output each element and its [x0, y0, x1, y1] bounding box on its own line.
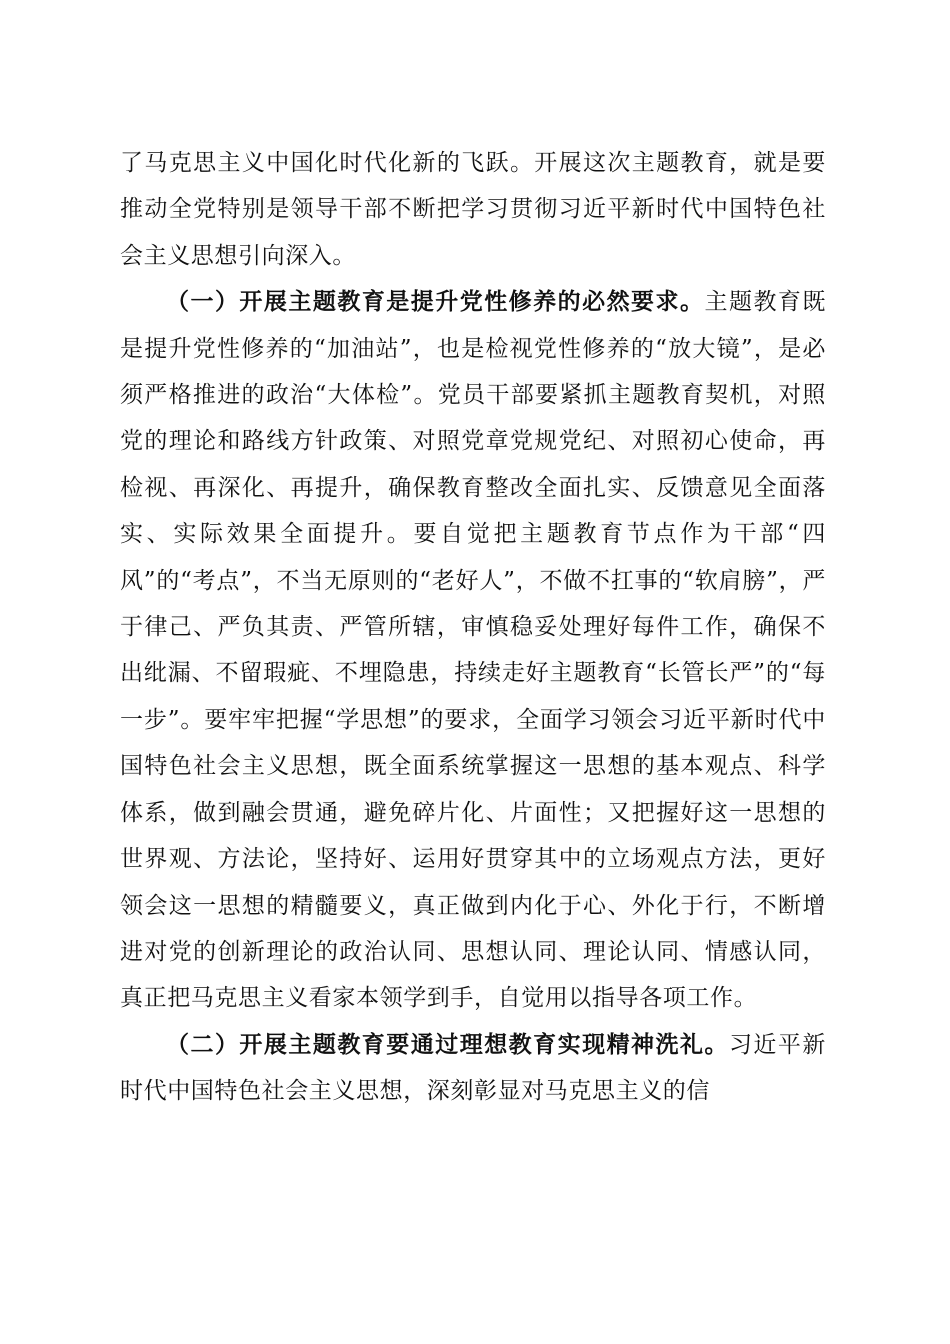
- paragraph-section-one: [120, 279, 826, 1022]
- paragraph-section-two: [120, 1022, 826, 1115]
- paragraph-text: 了马克思主义中国化时代化新的飞跃。开展这次主题教育，就是要推动全党特别是领导干部不断把学习贯彻习近平新时代中国特色社会主义思想引向深入。: [120, 150, 826, 269]
- paragraph-text: 习近平新时代中国特色社会主义思想，深刻彰显对马克思主义的信: [120, 1031, 826, 1105]
- paragraph-continuation: [120, 140, 826, 279]
- document-body: [120, 140, 826, 1115]
- paragraph-text: 主题教育既是提升党性修养的“加油站”，也是检视党性修养的“放大镜”，是必须严格推进的政治“大体检”。党员干部要紧抓主题教育契机，对照党的理论和路线方针政策、对照党章党规党纪、对照初心使命，再检视、再深化、再提升，确保教育整改全面扎实、反馈意见全面落实、实际效果全面提升。要自觉把主题教育节点作为干部“四风”的“考点”，不当无原则的“老好人”，不做不扛事的“软肩膀”，严于律己、严负其责、严管所辖，审慎稳妥处理好每件工作，确保不出纰漏、不留瑕疵、不埋隐患，持续走好主题教育“长管长严”的“每一步”。要牢牢把握“学思想”的要求，全面学习领会习近平新时代中国特色社会主义思想，既全面系统掌握这一思想的基本观点、科学体系，做到融会贯通，避免碎片化、片面性；又把握好这一思想的世界观、方法论，坚持好、运用好贯穿其中的立场观点方法，更好领会这一思想的精髓要义，真正做到内化于心、外化于行，不断增进对党的创新理论的政治认同、思想认同、理论认同、情感认同，真正把马克思主义看家本领学到手，自觉用以指导各项工作。: [120, 289, 827, 1012]
- section-heading: （二）开展主题教育要通过理想教育实现精神洗礼。: [166, 1030, 729, 1058]
- section-heading: （一）开展主题教育是提升党性修养的必然要求。: [166, 288, 705, 316]
